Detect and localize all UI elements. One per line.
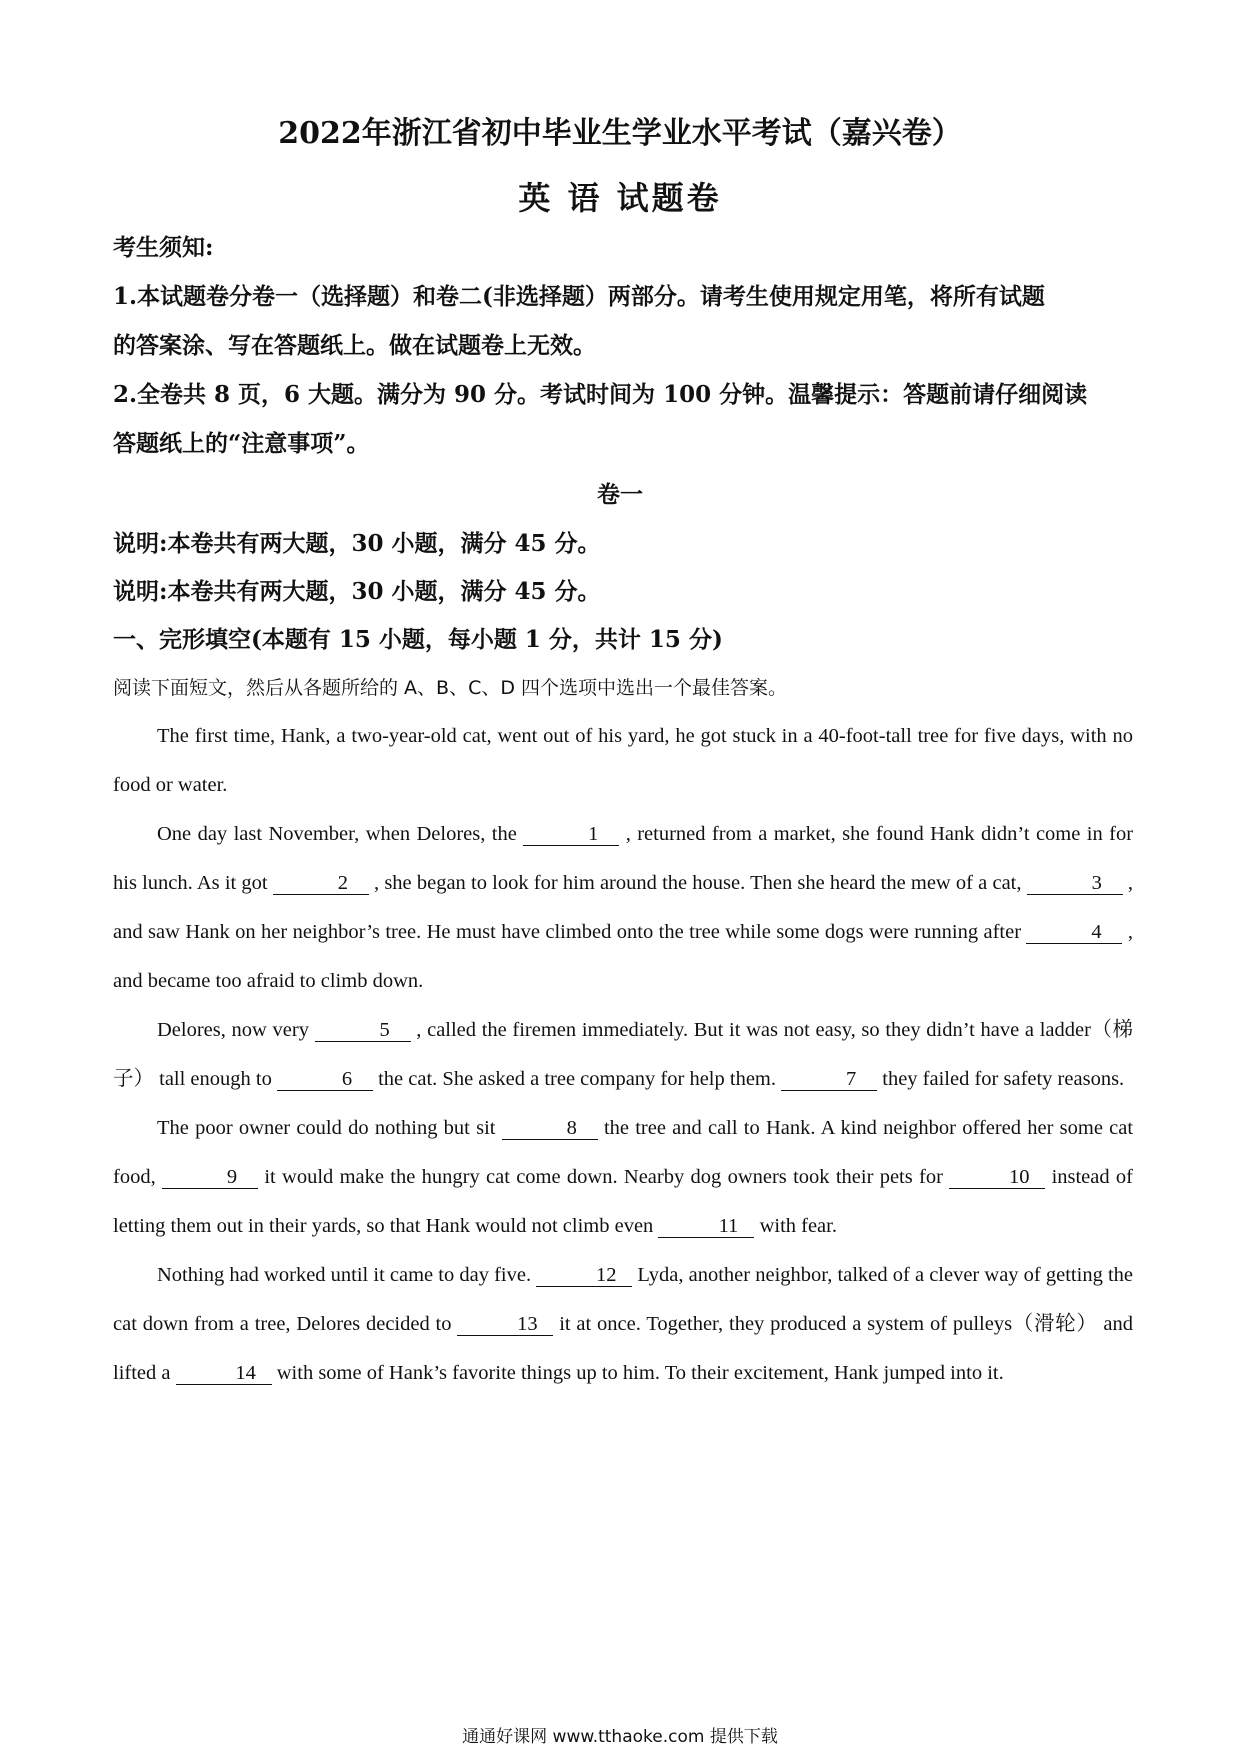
section-title: 卷一 bbox=[597, 481, 643, 508]
part-title: 一、完形填空(本题有 15 小题，每小题 1 分，共计 15 分) bbox=[113, 626, 723, 653]
blank-11[interactable]: 11 bbox=[658, 1215, 754, 1238]
cloze-passage bbox=[113, 712, 1133, 1398]
passage-paragraph-5: Nothing had worked until it came to day five. 12 Lyda, another neighbor, talked of a clever way of getting the cat down from a tree, Delores decided to 13 it at once. Together, they produced a system of pulleys（滑轮） and lifted a 14 with some of Hank’s favorite things up to him. To their excitement, Hank jumped into it. bbox=[113, 1264, 1134, 1384]
passage-paragraph-4: The poor owner could do nothing but sit 8 the tree and call to Hank. A kind neighbor offered her some cat food, 9 it would make the hungry cat come down. Nearby dog owners took their pets for 10 instead of letting them out in their yards, so that Hank would not climb even 11 with fear. bbox=[113, 1117, 1134, 1237]
blank-6[interactable]: 6 bbox=[277, 1068, 373, 1091]
blank-12[interactable]: 12 bbox=[536, 1264, 632, 1287]
section-desc-2: 说明:本卷共有两大题，30 小题，满分 45 分。 bbox=[113, 578, 601, 605]
notice-line-2b: 答题纸上的“注意事项”。 bbox=[113, 430, 370, 457]
exam-subtitle: 英 语 试题卷 bbox=[518, 179, 722, 217]
blank-14[interactable]: 14 bbox=[176, 1362, 272, 1385]
blank-2[interactable]: 2 bbox=[273, 872, 369, 895]
blank-5[interactable]: 5 bbox=[315, 1019, 411, 1042]
notice-line-1a: 1.本试题卷分卷一（选择题）和卷二(非选择题）两部分。请考生使用规定用笔，将所有试题 bbox=[113, 283, 1045, 310]
blank-10[interactable]: 10 bbox=[949, 1166, 1045, 1189]
page-footer: 通通好课网 www.tthaoke.com 提供下载 bbox=[462, 1727, 778, 1747]
blank-13[interactable]: 13 bbox=[457, 1313, 553, 1336]
blank-3[interactable]: 3 bbox=[1027, 872, 1123, 895]
section-desc-1: 说明:本卷共有两大题，30 小题，满分 45 分。 bbox=[113, 530, 601, 557]
blank-8[interactable]: 8 bbox=[502, 1117, 598, 1140]
passage-paragraph-2: One day last November, when Delores, the 1 , returned from a market, she found Hank didn’t come in for his lunch. As it got 2 , she began to look for him around the house. Then she heard the mew of a cat, 3 , and saw Hank on her neighbor’s tree. He must have climbed onto the tree while some dogs were running after 4 , and became too afraid to climb down. bbox=[113, 823, 1134, 992]
notice-line-2a: 2.全卷共 8 页，6 大题。满分为 90 分。考试时间为 100 分钟。温馨提示：答题前请仔细阅读 bbox=[113, 381, 1088, 408]
passage-paragraph-1: The first time, Hank, a two-year-old cat, went out of his yard, he got stuck in a 40-foot-tall tree for five days, with no food or water. bbox=[113, 725, 1133, 796]
blank-4[interactable]: 4 bbox=[1026, 921, 1122, 944]
notice-heading: 考生须知: bbox=[113, 234, 214, 261]
passage-paragraph-3: Delores, now very 5 , called the firemen immediately. But it was not easy, so they didn’t have a ladder（梯子） tall enough to 6 the cat. She asked a tree company for help them. 7 they failed for safety reasons. bbox=[113, 1019, 1133, 1090]
notice-line-1b: 的答案涂、写在答题纸上。做在试题卷上无效。 bbox=[113, 332, 596, 359]
part-instruction: 阅读下面短文，然后从各题所给的 A、B、C、D 四个选项中选出一个最佳答案。 bbox=[113, 677, 788, 699]
blank-9[interactable]: 9 bbox=[162, 1166, 258, 1189]
blank-7[interactable]: 7 bbox=[781, 1068, 877, 1091]
blank-1[interactable]: 1 bbox=[523, 823, 619, 846]
exam-title: 2022年浙江省初中毕业生学业水平考试（嘉兴卷） bbox=[278, 116, 962, 151]
